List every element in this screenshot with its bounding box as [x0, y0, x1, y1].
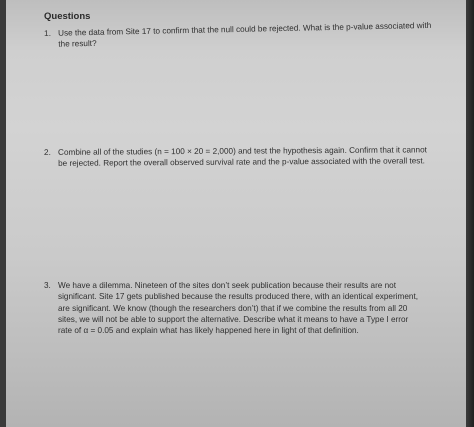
question-number: 3. [44, 281, 51, 290]
question-number: 2. [44, 147, 51, 157]
question-2 [44, 144, 434, 169]
question-text: We have a dilemma. Nineteen of the sites don’t seek publication because their results are not significant. Site 17 gets published because the results produced there, with an identical experiment, are significant. We know (though the researchers don’t) that if we combine the results from all 20 sites, we will not be able to support the alternative. Describe what it means to have a Type I error rate of α = 0.05 and explain what has likely happened here in light of that definition. [58, 281, 419, 336]
question-number: 1. [44, 28, 52, 38]
question-text: Use the data from Site 17 to confirm that the null could be rejected. What is the p-value associated with the result? [58, 20, 432, 49]
section-heading: Questions [44, 11, 91, 22]
page-shadow-edge [466, 0, 474, 427]
question-3 [44, 280, 424, 336]
worksheet-page [6, 0, 466, 427]
question-text: Combine all of the studies (n = 100 × 20 = 2,000) and test the hypothesis again. Confirm that it cannot be rejected. Report the overall observed survival rate and the p-value associated with the overall test. [58, 145, 427, 169]
